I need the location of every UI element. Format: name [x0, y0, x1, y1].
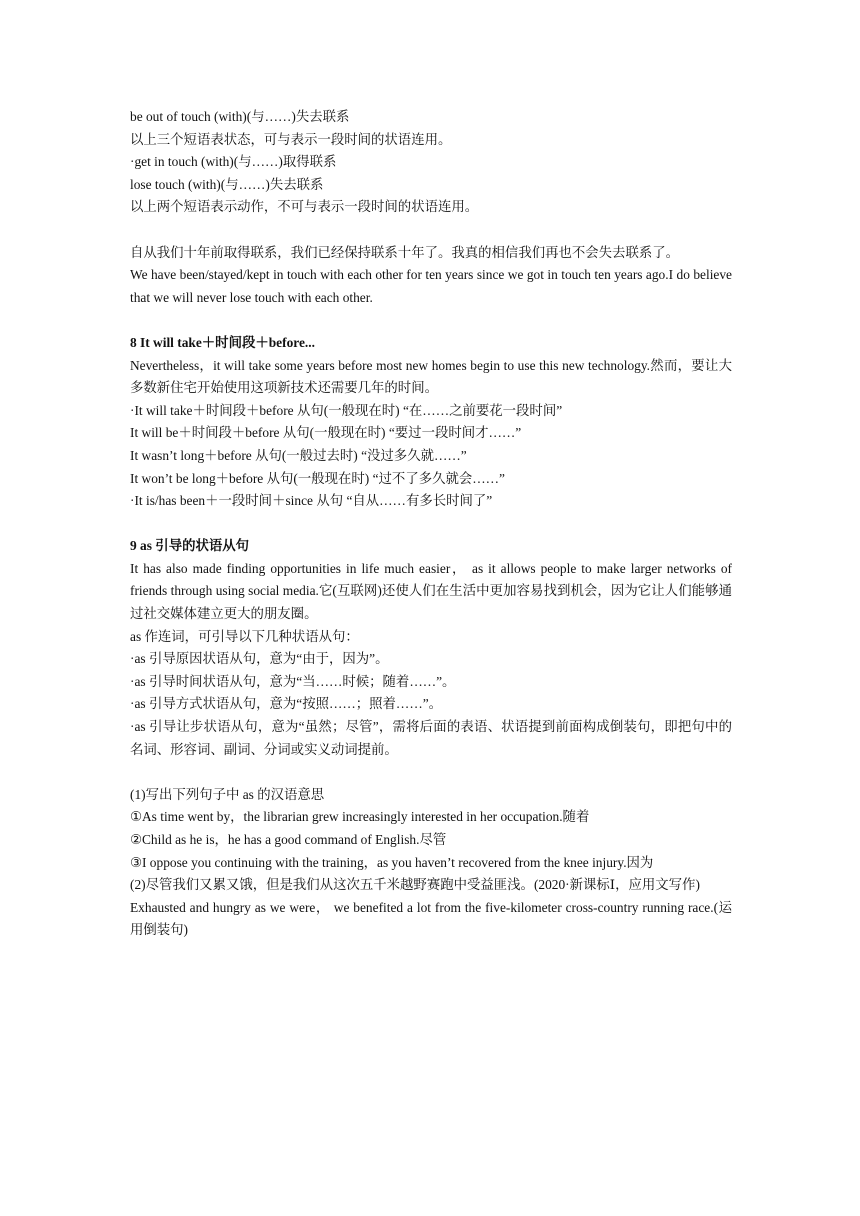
exercise-2-title: (2)尽管我们又累又饿，但是我们从这次五千米越野赛跑中受益匪浅。(2020·新课标Ⅰ，应用文写作) [130, 877, 700, 893]
section-9-heading: 9 as 引导的状语从句 [130, 538, 250, 554]
phrase-out-of-touch: be out of touch (with)(与……)失去联系 [130, 109, 350, 124]
section-9-time: ·as 引导时间状语从句，意为“当……时候；随着……”。 [130, 673, 456, 689]
exercise-1-item-b: ②Child as he is，he has a good command of English.尽管 [130, 832, 447, 847]
section-9-reason: ·as 引导原因状语从句，意为“由于，因为”。 [130, 651, 389, 667]
section-9-manner: ·as 引导方式状语从句，意为“按照……；照着……”。 [130, 696, 443, 712]
section-8-rule-5: ·It is/has been＋一段时间＋since 从句 “自从……有多长时间了” [130, 493, 493, 509]
spacer [130, 513, 732, 536]
section-9-example: It has also made finding opportunities in life much easier， as it allows people to make larger networks of friends through using social media.它(互联网)还使人们在生活中更加容易找到机会，因为它让人们能够通过社交媒体建立更大的朋友圈。 [130, 560, 732, 622]
section-9-intro: as 作连词，可引导以下几种状语从句： [130, 628, 359, 644]
note-action-phrases: 以上两个短语表示动作，不可与表示一段时间的状语连用。 [130, 199, 479, 215]
exercise-2-answer: Exhausted and hungry as we were， we benefited a lot from the five-kilometer cross-country running race.(运用倒装句) [130, 899, 732, 938]
section-8-rule-3: It wasn’t long＋before 从句(一般过去时) “没过多久就……” [130, 447, 467, 463]
example-chinese: 自从我们十年前取得联系，我们已经保持联系十年了。我真的相信我们再也不会失去联系了。 [130, 244, 680, 260]
exercise-1-item-c: ③I oppose you continuing with the training，as you haven’t recovered from the knee injury.因为 [130, 854, 654, 870]
section-8-rule-2: It will be＋时间段＋before 从句(一般现在时) “要过一段时间才……” [130, 425, 522, 441]
phrase-get-in-touch: ·get in touch (with)(与……)取得联系 [130, 154, 337, 170]
phrase-lose-touch: lose touch (with)(与……)失去联系 [130, 176, 324, 192]
spacer [130, 761, 732, 784]
section-9-concession: ·as 引导让步状语从句，意为“虽然；尽管”，需将后面的表语、状语提到前面构成倒装句，即把句中的名词、形容词、副词、分词或实义动词提前。 [130, 719, 732, 757]
spacer [130, 219, 732, 242]
exercise-1-title: (1)写出下列句子中 as 的汉语意思 [130, 786, 325, 802]
section-8-example: Nevertheless，it will take some years before most new homes begin to use this new technology.然而，要让大多数新住宅开始使用这项新技术还需要几年的时间。 [130, 357, 732, 396]
exercise-1-item-a: ①As time went by，the librarian grew increasingly interested in her occupation.随着 [130, 809, 590, 825]
section-8-heading: 8 It will take＋时间段＋before... [130, 334, 315, 350]
note-state-phrases: 以上三个短语表状态，可与表示一段时间的状语连用。 [130, 131, 452, 147]
section-8-rule-4: It won’t be long＋before 从句(一般现在时) “过不了多久就会……” [130, 470, 506, 486]
spacer [130, 309, 732, 332]
document-page [130, 106, 732, 942]
section-8-rule-1: ·It will take＋时间段＋before 从句(一般现在时) “在……之前要花一段时间” [130, 402, 563, 418]
example-english: We have been/stayed/kept in touch with each other for ten years since we got in touch ten years ago.I do believe that we will never lose touch with each other. [130, 267, 732, 305]
